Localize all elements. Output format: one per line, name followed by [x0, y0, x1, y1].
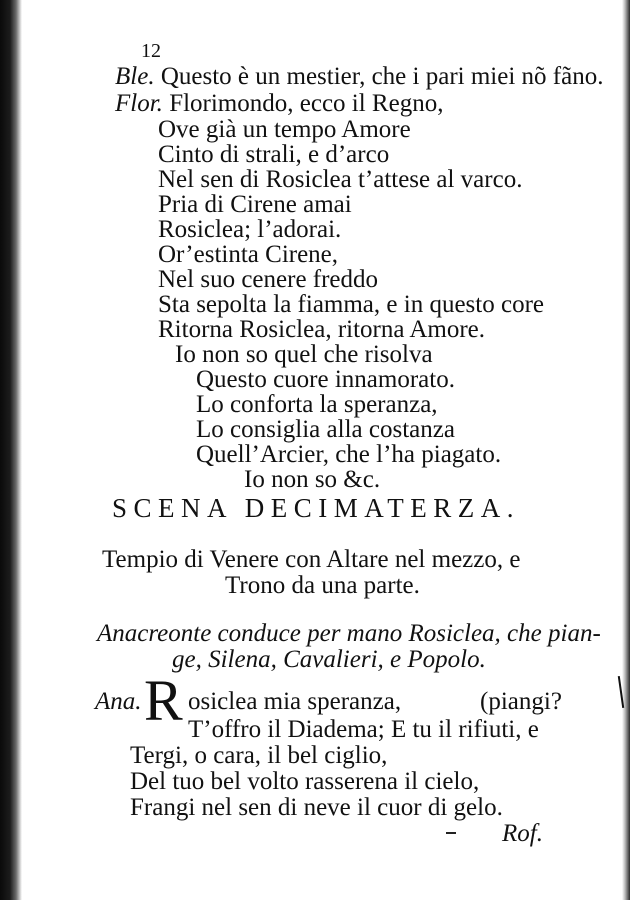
- verse-line: Pria di Cirene amai: [158, 191, 352, 218]
- verse-text: Questo è un mestier, che i pari miei nõ fãno.: [160, 63, 604, 90]
- verse-line: T’offro il Diadema; E tu il rifiuti, e: [188, 716, 539, 743]
- verse-line: Nel suo cenere freddo: [158, 266, 379, 293]
- stage-direction-setting: Trono da una parte.: [225, 572, 420, 599]
- verse-line: Quell’Arcier, che l’ha piagato.: [196, 441, 502, 468]
- verse-line: [115, 90, 443, 118]
- speaker-label: Ana.: [95, 688, 142, 715]
- page-number: 12: [141, 40, 161, 62]
- verse-line: Io non so quel che risolva: [175, 341, 433, 368]
- verse-line: Cinto di strali, e d’arco: [158, 141, 390, 168]
- aside-text: (piangi?: [480, 688, 562, 715]
- verse-line: Ove già un tempo Amore: [158, 116, 411, 143]
- drop-cap-initial: R: [144, 668, 183, 733]
- verse-line: Io non so &c.: [244, 466, 381, 493]
- verse-line: Tergi, o cara, il bel ciglio,: [130, 742, 388, 769]
- stage-direction-entrance: ge, Silena, Cavalieri, e Popolo.: [172, 646, 486, 673]
- verse-text: Florimondo, ecco il Regno,: [169, 90, 444, 117]
- verse-line: Lo consiglia alla costanza: [196, 416, 455, 443]
- footer-dash: [446, 832, 456, 834]
- page-binding-edge: [0, 0, 22, 900]
- verse-line: Questo cuore innamorato.: [196, 366, 455, 393]
- verse-line: Lo conforta la speranza,: [196, 391, 438, 418]
- speaker-label: Flor.: [115, 90, 163, 117]
- verse-line: Ritorna Rosiclea, ritorna Amore.: [158, 316, 486, 343]
- verse-line: Nel sen di Rosiclea t’attese al varco.: [158, 166, 523, 193]
- catchword: Rof.: [502, 820, 543, 847]
- verse-line: Frangi nel sen di neve il cuor di gelo.: [130, 794, 503, 821]
- verse-line: [115, 63, 603, 91]
- verse-line: Rosiclea; l’adorai.: [158, 216, 342, 243]
- verse-line: Del tuo bel volto rasserena il cielo,: [130, 768, 480, 795]
- stage-direction-entrance: Anacreonte conduce per mano Rosiclea, che pian-: [97, 620, 601, 647]
- scene-heading: SCENA DECIMATERZA.: [112, 493, 521, 523]
- verse-line: Sta sepolta la fiamma, e in questo core: [158, 291, 544, 318]
- stage-direction-setting: Tempio di Venere con Altare nel mezzo, e: [102, 546, 521, 573]
- speaker-label: Ble.: [115, 63, 155, 90]
- verse-line: Or’estinta Cirene,: [158, 241, 339, 268]
- page-right-edge: [622, 0, 630, 900]
- verse-line: osiclea mia speranza,: [188, 688, 402, 715]
